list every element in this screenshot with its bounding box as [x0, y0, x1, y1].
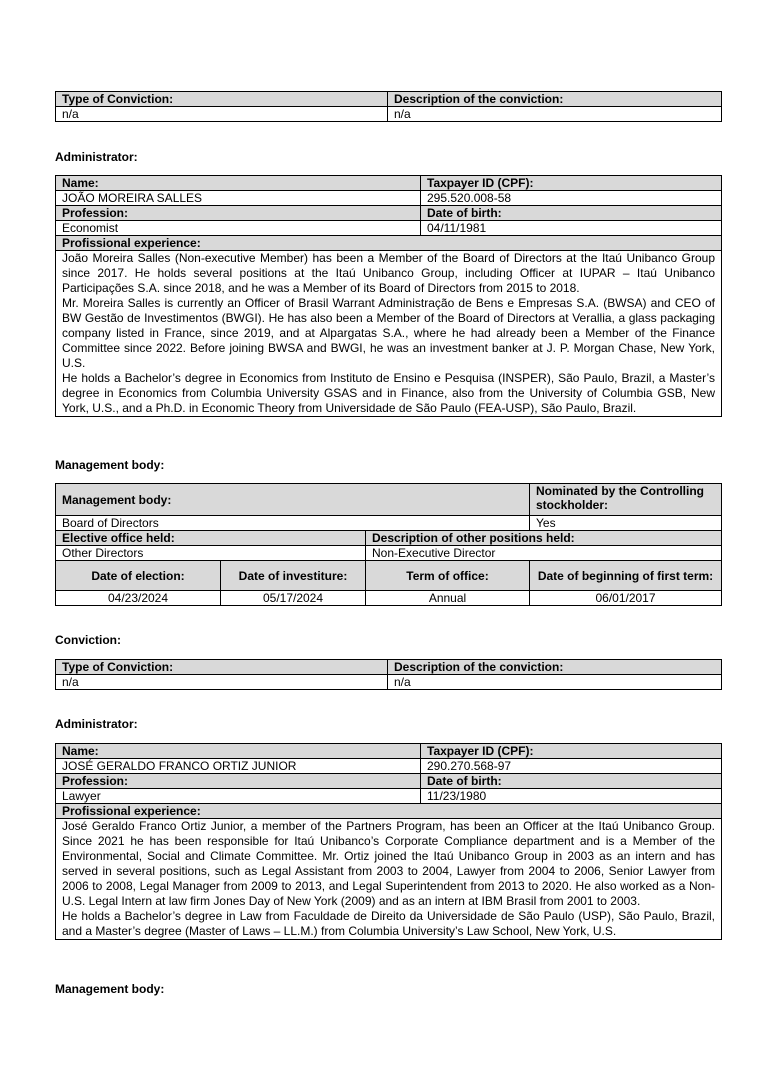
profession-label: Profession:	[56, 206, 421, 221]
nominated-value: Yes	[530, 516, 722, 531]
conviction-table-1	[55, 91, 722, 122]
type-of-conviction-header: Type of Conviction:	[56, 92, 388, 107]
term-of-office-value: Annual	[366, 591, 530, 606]
nominated-label: Nominated by the Controlling stockholder:	[530, 484, 722, 516]
term-of-office-label: Term of office:	[366, 561, 530, 591]
management-body-heading-1: Management body:	[55, 458, 165, 472]
experience-paragraph: Mr. Moreira Salles is currently an Officer of Brasil Warrant Administração de Bens e Empresas S.A. (BWSA) and CEO of BW Gestão de Investimentos (BWGI). He has also been a Member of the Board of Directors at Verallia, a glass packaging company listed in France, since 2019, and at Alpargatas S.A., where he had already been a Member of the Finance Committee since 2022. Before joining BWSA and BWGI, he was an investment banker at J. P. Morgan Chase, New York, U.S.	[62, 296, 715, 370]
administrator-heading-2: Administrator:	[55, 717, 138, 731]
name-value: JOÃO MOREIRA SALLES	[56, 191, 421, 206]
professional-experience-text	[56, 819, 722, 940]
other-positions-value: Non-Executive Director	[366, 546, 722, 561]
type-of-conviction-header: Type of Conviction:	[56, 660, 388, 675]
first-term-label: Date of beginning of first term:	[530, 561, 722, 591]
first-term-value: 06/01/2017	[530, 591, 722, 606]
professional-experience-text	[56, 251, 722, 417]
profession-value: Lawyer	[56, 789, 421, 804]
cpf-label: Taxpayer ID (CPF):	[421, 744, 722, 759]
professional-experience-label: Profissional experience:	[56, 804, 722, 819]
administrator-table-2	[55, 743, 722, 940]
management-body-table-1	[55, 483, 722, 606]
date-of-election-label: Date of election:	[56, 561, 221, 591]
description-of-conviction-value: n/a	[388, 107, 722, 122]
name-label: Name:	[56, 744, 421, 759]
management-body-label: Management body:	[56, 484, 530, 516]
date-of-investiture-label: Date of investiture:	[221, 561, 366, 591]
date-of-election-value: 04/23/2024	[56, 591, 221, 606]
administrator-heading-1: Administrator:	[55, 150, 138, 164]
date-of-birth-label: Date of birth:	[421, 206, 722, 221]
other-positions-label: Description of other positions held:	[366, 531, 722, 546]
administrator-table-1	[55, 175, 722, 417]
description-of-conviction-value: n/a	[388, 675, 722, 690]
management-body-heading-2: Management body:	[55, 982, 165, 996]
experience-paragraph: José Geraldo Franco Ortiz Junior, a member of the Partners Program, has been an Officer at the Itaú Unibanco Group. Since 2021 he has been responsible for Itaú Unibanco’s Corporate Compliance department and is a Member of the Environmental, Social and Climate Committee. Mr. Ortiz joined the Itaú Unibanco Group in 2003 as an intern and has served in several positions, such as Legal Assistant from 2003 to 2004, Lawyer from 2004 to 2006, Senior Lawyer from 2006 to 2008, Legal Manager from 2009 to 2013, and Legal Superintendent from 2013 to 2020. He also worked as a Non-U.S. Legal Intern at law firm Jones Day of New York (2009) and as an intern at IBM Brasil from 2001 to 2003.	[62, 819, 715, 908]
cpf-label: Taxpayer ID (CPF):	[421, 176, 722, 191]
date-of-investiture-value: 05/17/2024	[221, 591, 366, 606]
description-of-conviction-header: Description of the conviction:	[388, 660, 722, 675]
date-of-birth-value: 11/23/1980	[421, 789, 722, 804]
type-of-conviction-value: n/a	[56, 107, 388, 122]
date-of-birth-label: Date of birth:	[421, 774, 722, 789]
name-label: Name:	[56, 176, 421, 191]
cpf-value: 290.270.568-97	[421, 759, 722, 774]
type-of-conviction-value: n/a	[56, 675, 388, 690]
elective-office-value: Other Directors	[56, 546, 366, 561]
profession-label: Profession:	[56, 774, 421, 789]
conviction-heading: Conviction:	[55, 633, 121, 647]
professional-experience-label: Profissional experience:	[56, 236, 722, 251]
experience-paragraph: João Moreira Salles (Non-executive Member) has been a Member of the Board of Directors at the Itaú Unibanco Group since 2017. He holds several positions at the Itaú Unibanco Group, including Officer at IUPAR – Itaú Unibanco Participações S.A. since 2018, and he was a Member of its Board of Directors from 2015 to 2018.	[62, 251, 715, 295]
profession-value: Economist	[56, 221, 421, 236]
management-body-value: Board of Directors	[56, 516, 530, 531]
elective-office-label: Elective office held:	[56, 531, 366, 546]
date-of-birth-value: 04/11/1981	[421, 221, 722, 236]
experience-paragraph: He holds a Bachelor’s degree in Law from Faculdade de Direito da Universidade de São Paulo (USP), São Paulo, Brazil, and a Master’s degree (Master of Laws – LL.M.) from Columbia University’s Law School, New York, U.S.	[62, 909, 715, 938]
cpf-value: 295.520.008-58	[421, 191, 722, 206]
description-of-conviction-header: Description of the conviction:	[388, 92, 722, 107]
conviction-table-2	[55, 659, 722, 690]
name-value: JOSÉ GERALDO FRANCO ORTIZ JUNIOR	[56, 759, 421, 774]
experience-paragraph: He holds a Bachelor’s degree in Economics from Instituto de Ensino e Pesquisa (INSPER), São Paulo, Brazil, a Master’s degree in Economics from Columbia University GSAS and in Finance, also from the University of Columbia GSB, New York, U.S., and a Ph.D. in Economic Theory from Universidade de São Paulo (FEA-USP), São Paulo, Brazil.	[62, 371, 715, 415]
